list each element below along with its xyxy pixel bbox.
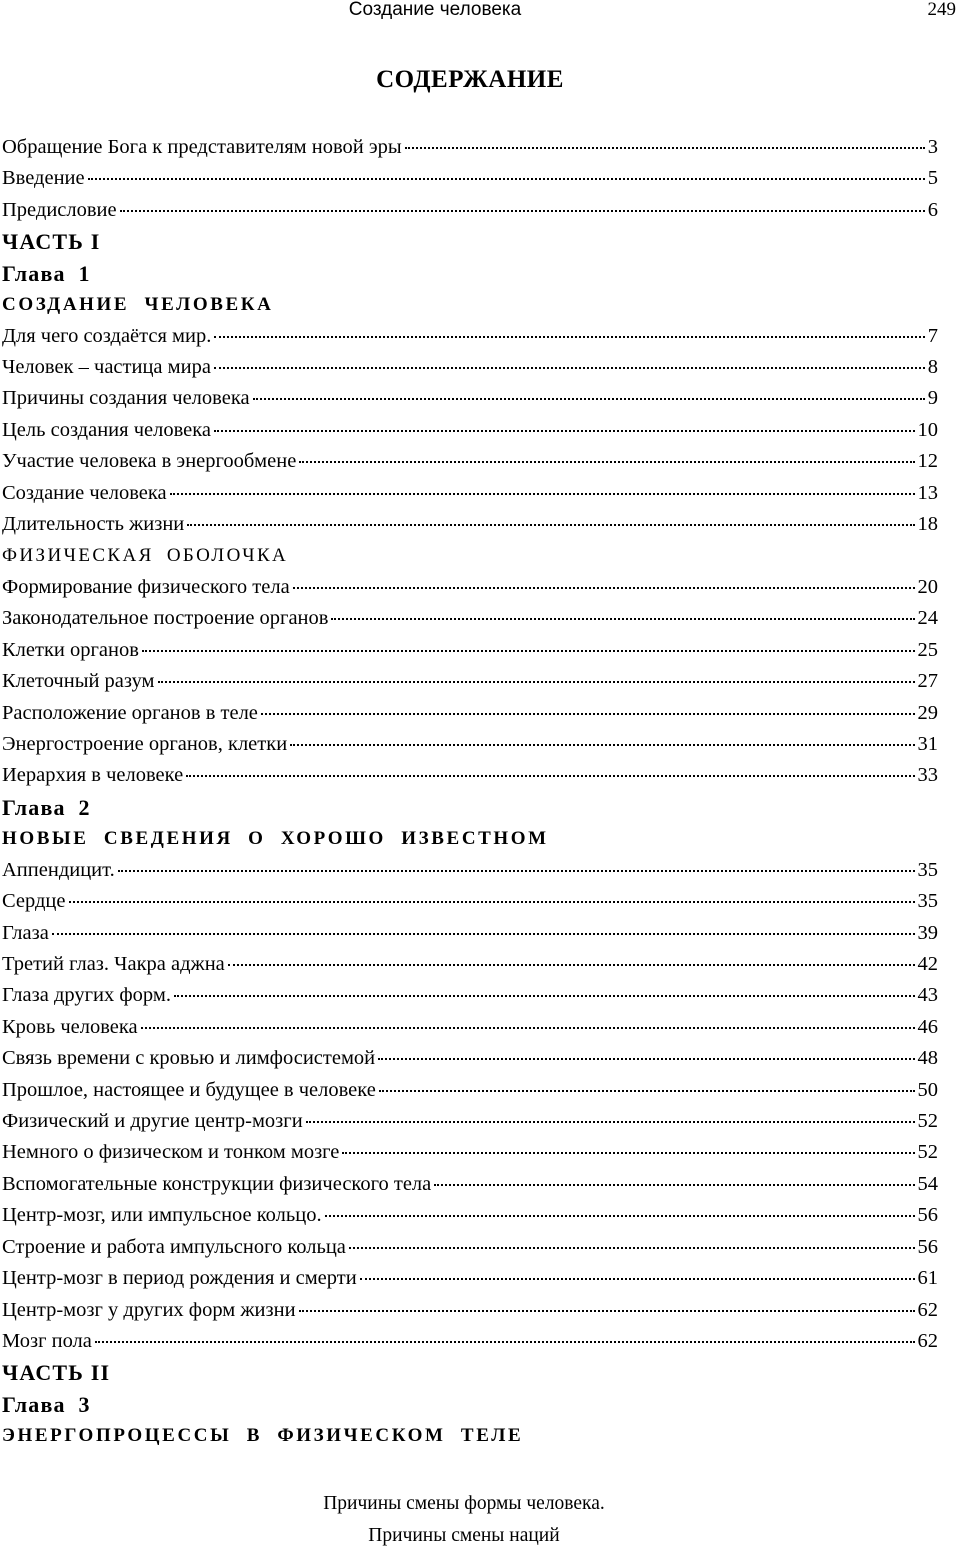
- toc-page-number: 27: [917, 670, 938, 693]
- part-heading: ЧАСТЬ I: [2, 229, 101, 255]
- toc-entry-label: Клеточный разум: [2, 670, 155, 693]
- dot-leader: [214, 429, 914, 432]
- dot-leader: [214, 366, 925, 369]
- footer-line-1: Причины смены формы человека.: [323, 1493, 605, 1514]
- footer: [0, 1488, 928, 1552]
- toc-entry-label: Вспомогательные конструкции физического тела: [2, 1172, 432, 1195]
- toc-page-number: 46: [917, 1015, 938, 1038]
- toc-page-number: 6: [927, 198, 938, 221]
- toc-entry-label: Длительность жизни: [2, 513, 185, 536]
- toc-entry: [2, 509, 938, 540]
- part-heading: ЧАСТЬ II: [2, 1360, 111, 1386]
- dot-leader: [299, 460, 914, 463]
- dot-leader: [434, 1183, 914, 1186]
- toc-entry: [2, 478, 938, 509]
- dot-leader: [253, 397, 925, 400]
- toc-page-number: 52: [917, 1110, 938, 1133]
- dot-leader: [378, 1057, 914, 1060]
- dot-leader: [52, 932, 915, 935]
- dot-leader: [306, 1120, 915, 1123]
- toc-page-number: 54: [917, 1172, 938, 1195]
- toc-entry: [2, 383, 938, 414]
- toc-entry: [2, 321, 938, 352]
- toc-page-number: 33: [917, 764, 938, 787]
- toc-entry-label: Сердце: [2, 890, 66, 913]
- toc-page-number: 25: [917, 638, 938, 661]
- toc-entry-label: Участие человека в энергообмене: [2, 450, 297, 473]
- toc-entry: [2, 760, 938, 791]
- toc-page-number: 31: [917, 732, 938, 755]
- dot-leader: [349, 1246, 915, 1249]
- dot-leader: [325, 1214, 915, 1217]
- section-heading: ФИЗИЧЕСКАЯ ОБОЛОЧКА: [2, 545, 289, 567]
- toc-entry: [2, 698, 938, 729]
- toc-entry: [2, 163, 938, 194]
- dot-leader: [293, 586, 915, 589]
- toc-page-number: 39: [917, 921, 938, 944]
- toc-entry: [2, 1106, 938, 1137]
- toc-page-number: 13: [917, 481, 938, 504]
- toc-entry-label: Цель создания человека: [2, 418, 212, 441]
- chapter-heading: Глава 2: [2, 794, 91, 820]
- toc-entry-label: Прошлое, настоящее и будущее в человеке: [2, 1078, 376, 1101]
- toc-page-number: 18: [917, 513, 938, 536]
- dot-leader: [186, 774, 914, 777]
- toc-page-number: 62: [917, 1298, 938, 1321]
- toc-entry: [2, 918, 938, 949]
- toc-page-number: 43: [917, 984, 938, 1007]
- toc-entry-label: Центр-мозг в период рождения и смерти: [2, 1267, 357, 1290]
- dot-leader: [299, 1309, 915, 1312]
- toc-entry-label: Третий глаз. Чакра аджна: [2, 952, 225, 975]
- toc-page-number: 3: [927, 136, 938, 158]
- toc-entry-label: Энергостроение органов, клетки: [2, 732, 288, 755]
- toc-entry-label: Мозг пола: [2, 1329, 92, 1352]
- toc-entry: [2, 1043, 938, 1074]
- toc-page-number: 8: [927, 355, 938, 378]
- toc-entry-label: Причины создания человека: [2, 387, 250, 410]
- toc-page-number: 62: [917, 1329, 938, 1352]
- toc-entry: [2, 603, 938, 634]
- toc-entry-label: Законодательное построение органов: [2, 607, 329, 630]
- toc-entry: [2, 446, 938, 477]
- toc-entry-label: Иерархия в человеке: [2, 764, 184, 787]
- toc-entry-label: Предисловие: [2, 198, 117, 221]
- dot-leader: [379, 1089, 915, 1092]
- page-number: 249: [927, 0, 956, 20]
- toc-entry-label: Клетки органов: [2, 638, 139, 661]
- footer-line-2: Причины смены наций: [368, 1525, 560, 1546]
- toc-entry-label: Центр-мозг у других форм жизни: [2, 1298, 296, 1321]
- toc-page-number: 56: [917, 1204, 938, 1227]
- toc-entry-label: Аппендицит.: [2, 858, 115, 881]
- section-heading: ЭНЕРГОПРОЦЕССЫ В ФИЗИЧЕСКОМ ТЕЛЕ: [2, 1425, 524, 1447]
- toc-page-number: 12: [917, 450, 938, 473]
- section-heading: СОЗДАНИЕ ЧЕЛОВЕКА: [2, 294, 274, 316]
- toc-entry-label: Обращение Бога к представителям новой эры: [2, 136, 402, 158]
- toc-entry: [2, 635, 938, 666]
- toc-entry: [2, 1326, 938, 1357]
- toc-page-number: 20: [917, 575, 938, 598]
- dot-leader: [342, 1151, 914, 1154]
- toc-page-number: 50: [917, 1078, 938, 1101]
- toc-entry-label: Связь времени с кровью и лимфосистемой: [2, 1047, 376, 1070]
- dot-leader: [95, 1340, 915, 1343]
- toc-entry: [2, 1137, 938, 1168]
- dot-leader: [261, 712, 915, 715]
- toc-entry: [2, 1295, 938, 1326]
- toc-page-number: 7: [927, 324, 938, 347]
- toc-entry-label: Строение и работа импульсного кольца: [2, 1235, 346, 1258]
- toc-entry: [2, 729, 938, 760]
- toc-page-number: 52: [917, 1141, 938, 1164]
- toc-page-number: 48: [917, 1047, 938, 1070]
- dot-leader: [120, 209, 925, 212]
- toc-entry-label: Создание человека: [2, 481, 167, 504]
- toc-entry-label: Глаза других форм.: [2, 984, 171, 1007]
- toc-entry: [2, 1012, 938, 1043]
- dot-leader: [214, 335, 924, 338]
- toc-entry-label: Человек – частица мира: [2, 355, 211, 378]
- toc-entry: [2, 352, 938, 383]
- toc-entry: [2, 195, 938, 226]
- toc-entry: [2, 1263, 938, 1294]
- toc-entry: [2, 572, 938, 603]
- toc-page-number: 61: [917, 1267, 938, 1290]
- toc-entry: [2, 1200, 938, 1231]
- toc-entry-label: Для чего создаётся мир.: [2, 324, 212, 347]
- toc-entry-label: Центр-мозг, или импульсное кольцо.: [2, 1204, 322, 1227]
- toc-entry: [2, 886, 938, 917]
- dot-leader: [141, 1026, 915, 1029]
- toc-page-number: 35: [917, 858, 938, 881]
- chapter-heading: Глава 3: [2, 1391, 91, 1417]
- dot-leader: [158, 680, 915, 683]
- toc-entry: [2, 666, 938, 697]
- dot-leader: [228, 963, 915, 966]
- dot-leader: [142, 649, 915, 652]
- chapter-heading: Глава 1: [2, 260, 91, 286]
- toc-entry: [2, 980, 938, 1011]
- toc-page-number: 42: [917, 952, 938, 975]
- dot-leader: [187, 523, 914, 526]
- toc-entry: [2, 855, 938, 886]
- dot-leader: [170, 492, 915, 495]
- toc-entry: [2, 1169, 938, 1200]
- toc-page-number: 29: [917, 701, 938, 724]
- toc-entry: [2, 1232, 938, 1263]
- dot-leader: [118, 869, 915, 872]
- toc-entry-label: Немного о физическом и тонком мозге: [2, 1141, 340, 1164]
- dot-leader: [290, 743, 914, 746]
- dot-leader: [174, 994, 915, 997]
- dot-leader: [88, 177, 925, 180]
- dot-leader: [360, 1277, 915, 1280]
- toc-page-number: 9: [927, 387, 938, 410]
- toc-entry-label: Формирование физического тела: [2, 575, 290, 598]
- toc-entry-label: Глаза: [2, 921, 49, 944]
- toc-entry-label: Введение: [2, 167, 85, 190]
- toc-entry: [2, 1075, 938, 1106]
- section-heading: НОВЫЕ СВЕДЕНИЯ О ХОРОШО ИЗВЕСТНОМ: [2, 828, 549, 850]
- running-title: Создание человека: [348, 0, 522, 20]
- toc-page-number: 24: [917, 607, 938, 630]
- dot-leader: [331, 617, 914, 620]
- dot-leader: [405, 146, 925, 149]
- toc-page-number: 35: [917, 890, 938, 913]
- toc-entry: [2, 132, 938, 163]
- toc-entry: [2, 415, 938, 446]
- toc-page-number: 56: [917, 1235, 938, 1258]
- toc-entry-label: Кровь человека: [2, 1015, 138, 1038]
- toc-title: СОДЕРЖАНИЕ: [376, 66, 564, 93]
- toc-entry-label: Физический и другие центр-мозги: [2, 1110, 303, 1133]
- toc-page-number: 10: [917, 418, 938, 441]
- toc-page-number: 5: [927, 167, 938, 190]
- toc-entry: [2, 949, 938, 980]
- dot-leader: [69, 900, 915, 903]
- toc-entry-label: Расположение органов в теле: [2, 701, 258, 724]
